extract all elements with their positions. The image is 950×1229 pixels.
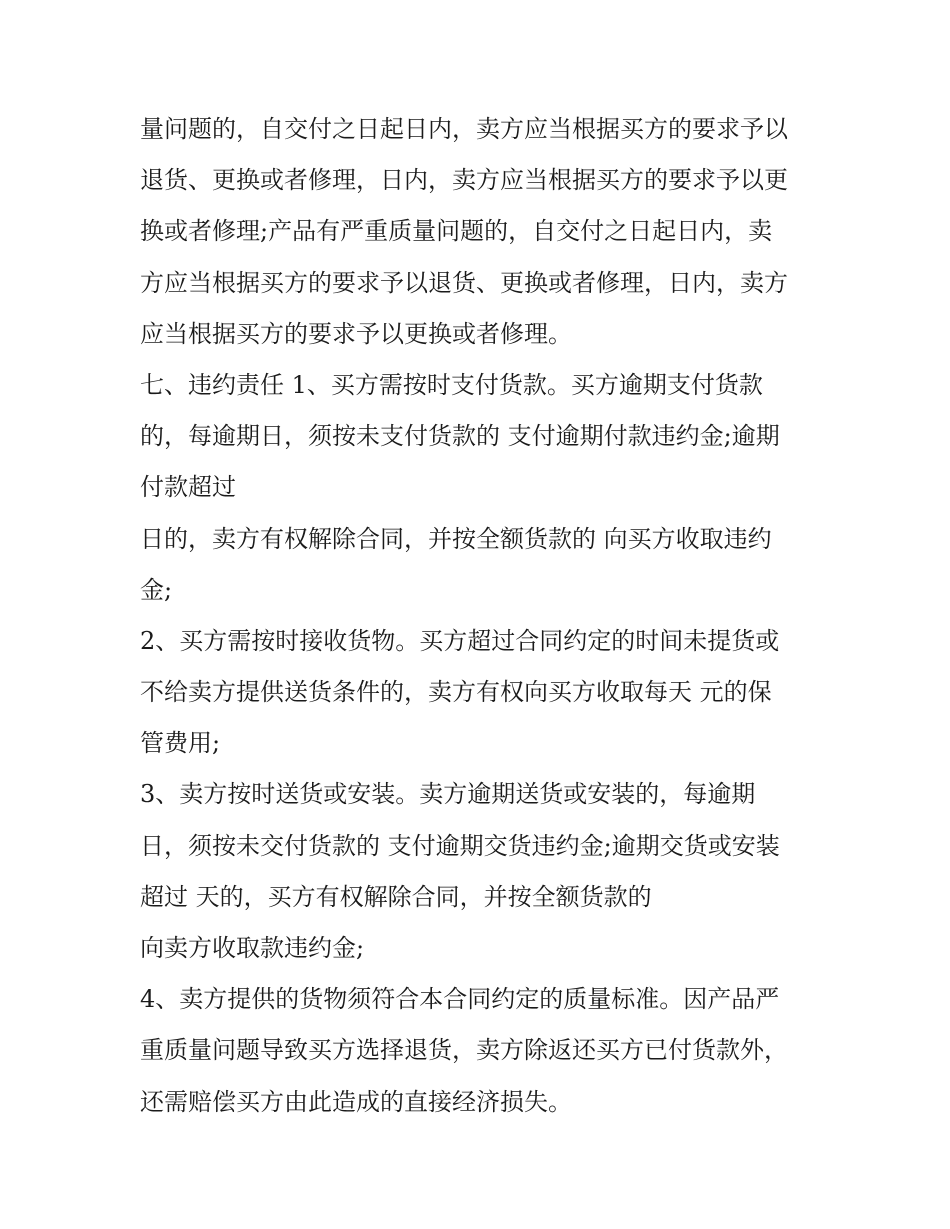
text-line: 应当根据买方的要求予以更换或者修理。	[140, 319, 572, 348]
clause-3-line: 3、卖方按时送货或安装。卖方逾期送货或安装的，每逾期	[140, 780, 756, 809]
clause-4-line: 4、卖方提供的货物须符合本合同约定的质量标准。因产品严	[140, 985, 780, 1014]
text-line: 方应当根据买方的要求予以退货、更换或者修理，日内，卖方	[140, 268, 788, 297]
text-line: 换或者修理;产品有严重质量问题的，自交付之日起日内，卖	[140, 217, 773, 246]
clause-2-line: 2、买方需按时接收货物。买方超过合同约定的时间未提货或	[140, 626, 780, 655]
text-line: 不给卖方提供送货条件的，卖方有权向买方收取每天 元的保	[140, 678, 772, 707]
text-line: 日的，卖方有权解除合同，并按全额货款的 向买方收取违约	[140, 524, 772, 553]
text-line: 金;	[140, 575, 173, 604]
section-heading-line: 七、违约责任 1、买方需按时支付货款。买方逾期支付货款	[140, 370, 763, 399]
contract-text	[140, 104, 830, 1128]
text-line: 日，须按未交付货款的 支付逾期交货违约金;逾期交货或安装	[140, 831, 780, 860]
text-line: 超过 天的，买方有权解除合同，并按全额货款的	[140, 882, 652, 911]
text-line: 退货、更换或者修理，日内，卖方应当根据买方的要求予以更	[140, 166, 788, 195]
text-line: 的，每逾期日，须按未支付货款的 支付逾期付款违约金;逾期	[140, 422, 780, 451]
text-line: 向卖方收取款违约金;	[140, 934, 365, 962]
text-line: 管费用;	[140, 729, 221, 758]
text-line: 重质量问题导致买方选择退货，卖方除返还买方已付货款外，	[140, 1036, 788, 1065]
text-line: 量问题的，自交付之日起日内，卖方应当根据买方的要求予以	[140, 115, 788, 143]
text-line: 还需赔偿买方由此造成的直接经济损失。	[140, 1087, 572, 1116]
text-line: 付款超过	[140, 473, 236, 502]
